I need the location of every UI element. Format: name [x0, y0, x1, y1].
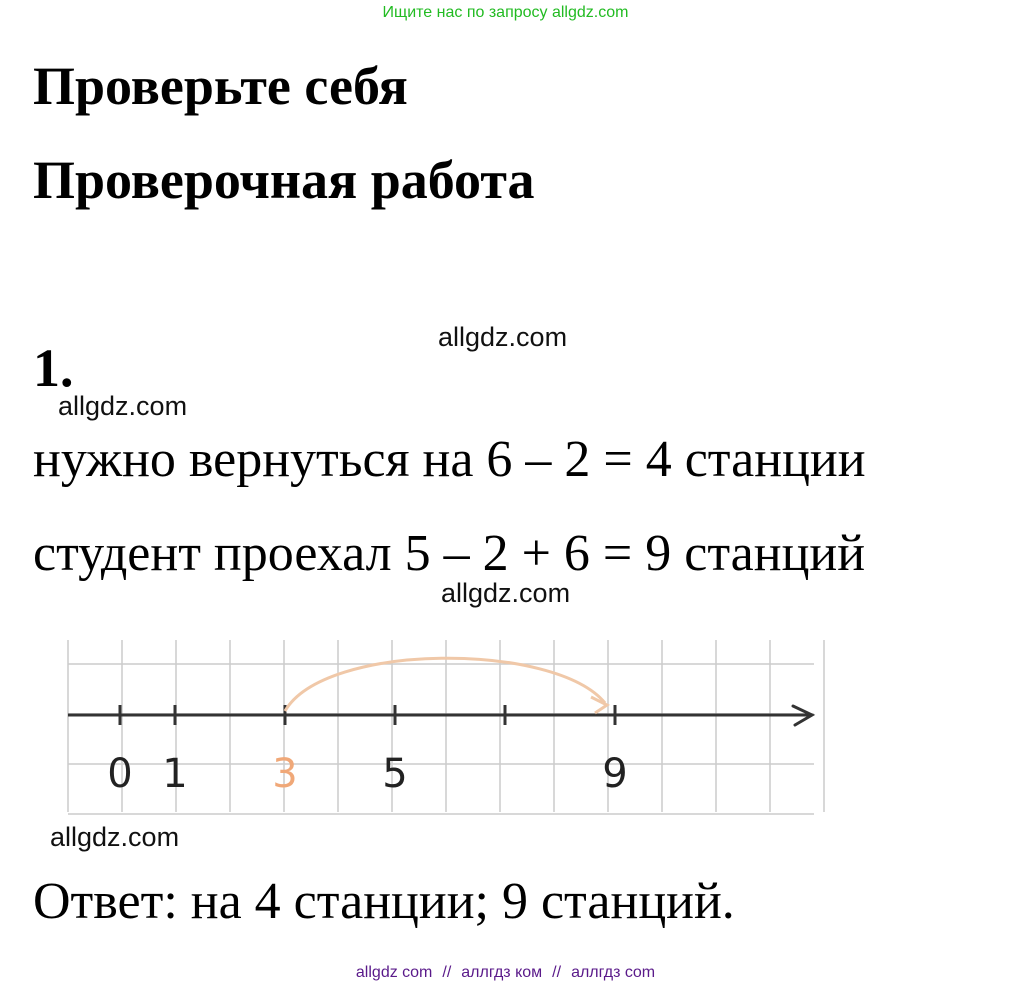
- footer-link[interactable]: аллгдз ком: [461, 964, 543, 981]
- watermark: allgdz.com: [58, 391, 188, 421]
- footer-link[interactable]: allgdz com: [355, 964, 433, 981]
- footer-separator: //: [442, 964, 452, 981]
- watermark: allgdz.com: [50, 822, 180, 852]
- jump-arrow-icon: [591, 697, 607, 713]
- number-label: 1: [162, 751, 188, 797]
- number-label: 9: [602, 751, 628, 797]
- task-number: 1.: [33, 338, 74, 398]
- number-label: 5: [382, 751, 408, 797]
- number-label: 0: [107, 751, 133, 797]
- jump-arc: [285, 658, 605, 711]
- watermark: allgdz.com: [438, 322, 568, 352]
- answer-text: Ответ: на 4 станции; 9 станций.: [33, 873, 735, 930]
- page-title: Проверьте себя: [33, 56, 408, 116]
- solution-line: студент проехал 5 – 2 + 6 = 9 станций: [33, 525, 866, 582]
- page-subtitle: Проверочная работа: [33, 150, 535, 210]
- footer-link[interactable]: аллгдз com: [571, 964, 656, 981]
- watermark: allgdz.com: [441, 578, 571, 608]
- footer-links: [0, 964, 1011, 982]
- footer-separator: //: [552, 964, 562, 981]
- number-line-drawing: [58, 632, 828, 822]
- number-label: 3: [272, 751, 298, 797]
- solution-line: нужно вернуться на 6 – 2 = 4 станции: [33, 431, 866, 488]
- search-banner: Ищите нас по запросу allgdz.com: [382, 4, 629, 21]
